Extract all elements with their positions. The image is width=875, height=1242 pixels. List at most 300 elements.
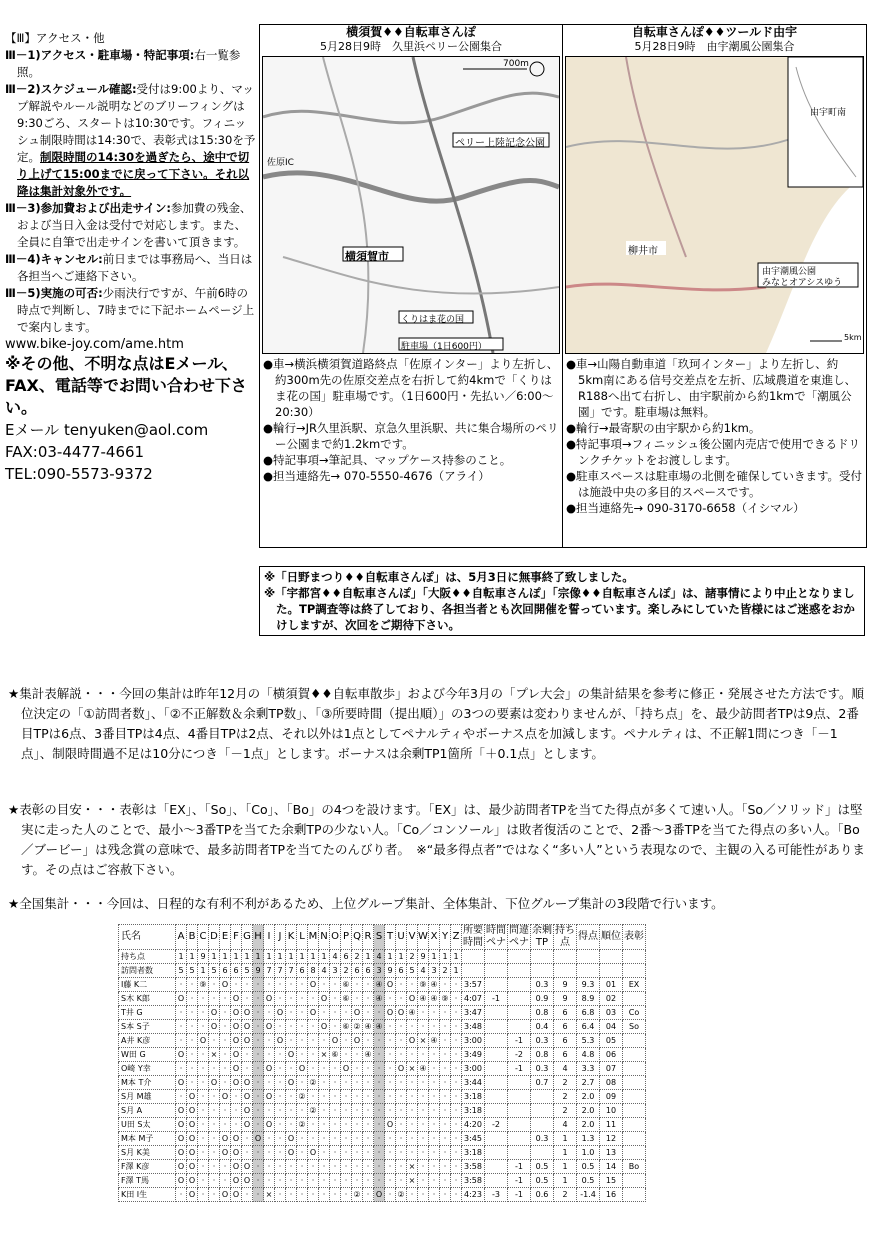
table-cell bbox=[485, 950, 508, 964]
table-cell: · bbox=[319, 1132, 330, 1146]
table-cell: · bbox=[275, 992, 286, 1006]
tp-header: Y bbox=[440, 925, 451, 950]
table-cell: · bbox=[275, 1146, 286, 1160]
table-cell: 1 bbox=[253, 950, 264, 964]
info-item: ●担当連絡先→ 090-3170-6658（イシマル） bbox=[566, 501, 805, 515]
table-cell: · bbox=[297, 1174, 308, 1188]
yokosuka-map[interactable] bbox=[262, 56, 560, 354]
access-item bbox=[5, 81, 257, 200]
table-cell: · bbox=[396, 1118, 407, 1132]
table-cell: 3:58 bbox=[462, 1174, 485, 1188]
table-cell: × bbox=[407, 1174, 418, 1188]
table-cell: · bbox=[253, 978, 264, 992]
table-cell: O bbox=[385, 1006, 396, 1020]
table-cell: · bbox=[341, 1076, 352, 1090]
table-cell: 4 bbox=[554, 1062, 577, 1076]
yokosuka-panel bbox=[259, 24, 563, 548]
table-cell: · bbox=[451, 1034, 462, 1048]
table-cell: · bbox=[440, 1076, 451, 1090]
table-cell: · bbox=[275, 1020, 286, 1034]
table-cell: · bbox=[363, 978, 374, 992]
table-cell: 1 bbox=[209, 950, 220, 964]
table-cell: · bbox=[363, 1090, 374, 1104]
table-cell: · bbox=[363, 1188, 374, 1202]
table-cell: O bbox=[352, 1006, 363, 1020]
table-cell: · bbox=[363, 1174, 374, 1188]
visits-label: 訪問者数 bbox=[119, 964, 176, 978]
table-cell: ④ bbox=[429, 978, 440, 992]
table-cell: · bbox=[330, 978, 341, 992]
table-cell: 3:49 bbox=[462, 1048, 485, 1062]
tp-header: M bbox=[308, 925, 319, 950]
table-cell: · bbox=[440, 1118, 451, 1132]
table-cell: · bbox=[297, 1160, 308, 1174]
table-cell: · bbox=[330, 1132, 341, 1146]
table-cell: O bbox=[308, 1006, 319, 1020]
table-cell: 5.3 bbox=[577, 1034, 600, 1048]
para-text: ★表彰の目安・・・表彰は「EX」、「So」、「Co」、「Bo」の4つを設けます。「EX」は、最少訪問者TPを当てた得点が多くて速い人。「So／ソリッド」は堅実に走った人のことで、最小～3番TPを当てた余剰TPの少ない人。「Co／コンソール」は敗者復活のことで、2番～3番TPを当てた得点の多い人。「Bo／ブービー」は残念賞の意味で、最多訪問者TPを当てたのんびり者。 ※“最多得点者”ではなく“多い人”という表現なので、主観の入る可能性があります。その点はご容赦下さい。 bbox=[8, 802, 865, 877]
table-cell: · bbox=[440, 1062, 451, 1076]
table-cell: · bbox=[176, 1090, 187, 1104]
table-cell: O bbox=[352, 1034, 363, 1048]
table-cell: 16 bbox=[600, 1188, 623, 1202]
table-cell: · bbox=[363, 1034, 374, 1048]
table-cell bbox=[623, 1090, 646, 1104]
table-cell: · bbox=[198, 1188, 209, 1202]
table-cell: · bbox=[396, 1146, 407, 1160]
table-cell: O bbox=[231, 1188, 242, 1202]
map-label-town: 由宇町南 bbox=[810, 108, 847, 118]
table-cell: 0.3 bbox=[531, 1132, 554, 1146]
table-cell: 1 bbox=[308, 950, 319, 964]
table-cell: -1 bbox=[485, 992, 508, 1006]
table-cell bbox=[623, 992, 646, 1006]
access-section bbox=[5, 30, 257, 485]
table-cell: · bbox=[352, 1062, 363, 1076]
table-cell: ② bbox=[308, 1076, 319, 1090]
table-cell: O bbox=[319, 992, 330, 1006]
table-cell: 2 bbox=[554, 1104, 577, 1118]
table-cell bbox=[531, 1090, 554, 1104]
table-cell: · bbox=[330, 1104, 341, 1118]
table-cell: 2.7 bbox=[577, 1076, 600, 1090]
table-cell: · bbox=[209, 1034, 220, 1048]
table-cell: O bbox=[231, 1160, 242, 1174]
table-cell: O bbox=[187, 1160, 198, 1174]
table-cell: · bbox=[429, 1090, 440, 1104]
table-row bbox=[119, 1090, 646, 1104]
table-cell: · bbox=[187, 1006, 198, 1020]
table-cell: ④ bbox=[418, 992, 429, 1006]
score-table bbox=[118, 924, 646, 1202]
table-cell: · bbox=[242, 1132, 253, 1146]
table-cell bbox=[508, 964, 531, 978]
table-cell: 2.0 bbox=[577, 1104, 600, 1118]
table-cell: · bbox=[440, 1090, 451, 1104]
table-cell: 14 bbox=[600, 1160, 623, 1174]
table-cell bbox=[623, 1118, 646, 1132]
table-cell: · bbox=[363, 1160, 374, 1174]
tp-header: S bbox=[374, 925, 385, 950]
table-cell: · bbox=[209, 1188, 220, 1202]
table-cell: · bbox=[286, 1020, 297, 1034]
table-cell: · bbox=[286, 1006, 297, 1020]
table-cell: 6 bbox=[363, 964, 374, 978]
table-cell: 2.0 bbox=[577, 1090, 600, 1104]
table-cell: · bbox=[440, 1048, 451, 1062]
table-cell: · bbox=[319, 978, 330, 992]
award-criteria bbox=[8, 800, 866, 880]
yuu-map[interactable] bbox=[565, 56, 864, 354]
table-cell: · bbox=[341, 1034, 352, 1048]
table-cell: O bbox=[286, 1132, 297, 1146]
access-item-text: 参加費の残金、および当日入金は受付で対応します。また、全員に自筆で出走サインを書いて頂きます。 bbox=[17, 201, 252, 249]
table-cell: · bbox=[429, 1118, 440, 1132]
table-cell: O bbox=[231, 1146, 242, 1160]
map-label-ic: 佐原IC bbox=[267, 158, 294, 168]
table-cell: 1 bbox=[363, 950, 374, 964]
table-cell: 4 bbox=[418, 964, 429, 978]
table-cell: · bbox=[396, 1034, 407, 1048]
table-cell: O bbox=[264, 1062, 275, 1076]
table-cell: 1 bbox=[554, 1160, 577, 1174]
table-cell: · bbox=[209, 992, 220, 1006]
yuu-panel bbox=[562, 24, 867, 548]
table-cell: 5 bbox=[176, 964, 187, 978]
table-cell: 4:23 bbox=[462, 1188, 485, 1202]
participant-name: O崎 Y幸 bbox=[119, 1062, 176, 1076]
table-cell: · bbox=[396, 1160, 407, 1174]
table-cell: · bbox=[187, 1062, 198, 1076]
table-cell: 1 bbox=[275, 950, 286, 964]
table-cell: 3:45 bbox=[462, 1132, 485, 1146]
table-cell: ④ bbox=[429, 992, 440, 1006]
table-cell: 01 bbox=[600, 978, 623, 992]
table-cell: · bbox=[198, 1132, 209, 1146]
table-cell: 2 bbox=[554, 1090, 577, 1104]
participant-name: S月 K美 bbox=[119, 1146, 176, 1160]
table-cell: O bbox=[242, 1034, 253, 1048]
deadline-warning: 制限時間の14:30を過ぎたら、途中で切り上げて15:00までに戻って下さい。それ以降は集計対象外です。 bbox=[17, 150, 250, 198]
table-cell: · bbox=[231, 1118, 242, 1132]
table-cell: 0.3 bbox=[531, 1062, 554, 1076]
table-cell: · bbox=[363, 1132, 374, 1146]
table-cell: · bbox=[286, 978, 297, 992]
table-cell: 3 bbox=[429, 964, 440, 978]
table-cell: 8.9 bbox=[577, 992, 600, 1006]
table-cell: 9 bbox=[385, 964, 396, 978]
map-graphic bbox=[566, 57, 863, 353]
table-cell: · bbox=[297, 1034, 308, 1048]
participant-name: M本 T介 bbox=[119, 1076, 176, 1090]
table-cell bbox=[485, 1104, 508, 1118]
table-cell: · bbox=[264, 1034, 275, 1048]
table-cell: 10 bbox=[600, 1104, 623, 1118]
table-cell: · bbox=[385, 1146, 396, 1160]
table-cell: 6 bbox=[554, 1006, 577, 1020]
table-cell: -1 bbox=[508, 1062, 531, 1076]
table-cell: 6 bbox=[220, 964, 231, 978]
table-cell: ⑨ bbox=[440, 992, 451, 1006]
table-cell: O bbox=[242, 1174, 253, 1188]
table-cell: O bbox=[231, 992, 242, 1006]
table-cell: O bbox=[231, 1132, 242, 1146]
table-cell: O bbox=[275, 1034, 286, 1048]
website-link[interactable]: www.bike-joy.com/ame.htm bbox=[5, 337, 184, 352]
table-cell: · bbox=[429, 1006, 440, 1020]
table-cell bbox=[508, 1118, 531, 1132]
table-cell: · bbox=[187, 1048, 198, 1062]
contact-note: ※その他、不明な点はEメール、FAX、電話等でお問い合わせ下さい。 bbox=[5, 354, 247, 417]
table-cell: 06 bbox=[600, 1048, 623, 1062]
table-cell: · bbox=[209, 1062, 220, 1076]
table-cell: 7 bbox=[286, 964, 297, 978]
participant-name: M本 M子 bbox=[119, 1132, 176, 1146]
col-header: 持ち点 bbox=[555, 925, 575, 948]
table-cell: -1 bbox=[508, 1174, 531, 1188]
table-cell: · bbox=[330, 1174, 341, 1188]
table-cell: · bbox=[253, 1174, 264, 1188]
table-cell: ② bbox=[297, 1090, 308, 1104]
table-cell bbox=[508, 1020, 531, 1034]
table-cell: · bbox=[451, 1104, 462, 1118]
table-cell: 1 bbox=[396, 950, 407, 964]
table-cell: ⑨ bbox=[418, 978, 429, 992]
table-cell: · bbox=[440, 1146, 451, 1160]
table-cell: · bbox=[429, 1174, 440, 1188]
table-cell: 5 bbox=[209, 964, 220, 978]
table-cell: · bbox=[440, 1104, 451, 1118]
table-cell bbox=[508, 950, 531, 964]
table-cell: · bbox=[374, 1174, 385, 1188]
panel-title: 自転車さんぽ♦♦ツールド由宇 bbox=[631, 25, 798, 39]
table-cell: 07 bbox=[600, 1062, 623, 1076]
table-cell bbox=[623, 950, 646, 964]
table-cell: · bbox=[330, 1146, 341, 1160]
table-cell: · bbox=[385, 1132, 396, 1146]
table-cell: · bbox=[187, 1076, 198, 1090]
table-cell: 2.0 bbox=[577, 1118, 600, 1132]
table-cell: 1 bbox=[319, 950, 330, 964]
table-cell: · bbox=[264, 1048, 275, 1062]
table-cell: O bbox=[176, 1160, 187, 1174]
table-cell bbox=[531, 1118, 554, 1132]
table-cell: · bbox=[264, 1160, 275, 1174]
table-cell: 1 bbox=[554, 1174, 577, 1188]
tp-header: U bbox=[396, 925, 407, 950]
table-cell: O bbox=[407, 992, 418, 1006]
table-cell: · bbox=[440, 1034, 451, 1048]
table-cell: O bbox=[187, 1146, 198, 1160]
table-cell: · bbox=[451, 1020, 462, 1034]
table-cell: O bbox=[220, 1146, 231, 1160]
table-cell: · bbox=[220, 1062, 231, 1076]
table-cell bbox=[485, 1132, 508, 1146]
summary-explanation bbox=[8, 684, 866, 764]
tp-header: W bbox=[418, 925, 429, 950]
table-cell: O bbox=[187, 1104, 198, 1118]
table-cell: 1 bbox=[554, 1146, 577, 1160]
table-cell bbox=[485, 1174, 508, 1188]
table-cell: 1 bbox=[451, 950, 462, 964]
table-cell: · bbox=[352, 1118, 363, 1132]
table-cell: · bbox=[198, 1048, 209, 1062]
table-cell: · bbox=[220, 992, 231, 1006]
map-graphic bbox=[263, 57, 559, 353]
table-cell: ⑨ bbox=[198, 978, 209, 992]
table-cell: · bbox=[319, 1188, 330, 1202]
table-cell: · bbox=[385, 1104, 396, 1118]
table-cell: 3:47 bbox=[462, 1006, 485, 1020]
table-cell: · bbox=[297, 1076, 308, 1090]
table-cell: · bbox=[198, 1076, 209, 1090]
table-cell: ④ bbox=[363, 1020, 374, 1034]
table-cell: · bbox=[286, 1174, 297, 1188]
table-cell: O bbox=[231, 1174, 242, 1188]
table-cell: · bbox=[308, 1020, 319, 1034]
table-cell: ④ bbox=[374, 1020, 385, 1034]
table-cell: · bbox=[385, 1062, 396, 1076]
table-cell: ⑥ bbox=[341, 1020, 352, 1034]
col-header: 所要時間 bbox=[463, 925, 483, 948]
info-item: ●車→横浜横須賀道路終点「佐原インター」より左折し、約300m先の佐原交差点を右折して約4kmで「くりはま花の国」駐車場です。（1日600円・先払い／6:00～20:30） bbox=[263, 357, 559, 419]
table-cell: · bbox=[374, 1034, 385, 1048]
tp-header: P bbox=[341, 925, 352, 950]
table-cell: · bbox=[363, 1006, 374, 1020]
table-cell: 6 bbox=[554, 1020, 577, 1034]
table-cell: O bbox=[187, 1174, 198, 1188]
col-header: 得点 bbox=[577, 925, 600, 950]
table-cell bbox=[623, 1174, 646, 1188]
table-cell: · bbox=[319, 1118, 330, 1132]
table-cell: · bbox=[297, 1104, 308, 1118]
table-cell: · bbox=[220, 1104, 231, 1118]
table-cell: 3:18 bbox=[462, 1146, 485, 1160]
table-cell: · bbox=[275, 1160, 286, 1174]
table-cell: O bbox=[407, 1034, 418, 1048]
table-cell: ② bbox=[352, 1188, 363, 1202]
table-cell: O bbox=[308, 978, 319, 992]
table-cell: · bbox=[209, 1118, 220, 1132]
table-cell: 3:57 bbox=[462, 978, 485, 992]
table-cell: · bbox=[297, 1020, 308, 1034]
table-cell: O bbox=[176, 992, 187, 1006]
table-cell: 13 bbox=[600, 1146, 623, 1160]
table-cell: 4 bbox=[374, 950, 385, 964]
table-cell bbox=[600, 964, 623, 978]
table-cell: O bbox=[176, 1174, 187, 1188]
table-cell: 1 bbox=[231, 950, 242, 964]
table-cell: · bbox=[429, 1132, 440, 1146]
table-cell: · bbox=[220, 1006, 231, 1020]
table-cell: · bbox=[385, 1048, 396, 1062]
table-cell: · bbox=[209, 978, 220, 992]
panel-subtitle: 5月28日9時 久里浜ペリー公園集合 bbox=[320, 40, 502, 53]
table-cell: ④ bbox=[407, 1006, 418, 1020]
table-cell: · bbox=[187, 978, 198, 992]
table-cell: · bbox=[451, 1076, 462, 1090]
table-cell: ⑥ bbox=[330, 1048, 341, 1062]
table-cell: · bbox=[451, 1146, 462, 1160]
table-cell: O bbox=[231, 1076, 242, 1090]
table-cell: 2 bbox=[440, 964, 451, 978]
table-cell: ② bbox=[352, 1020, 363, 1034]
table-cell: 1 bbox=[440, 950, 451, 964]
email-line[interactable]: Eメール tenyuken@aol.com bbox=[5, 421, 209, 439]
table-cell: · bbox=[242, 1062, 253, 1076]
table-cell: 1 bbox=[554, 1132, 577, 1146]
table-cell: · bbox=[418, 1090, 429, 1104]
table-cell: O bbox=[231, 1006, 242, 1020]
name-header: 氏名 bbox=[119, 925, 176, 950]
participant-name: S木 K郎 bbox=[119, 992, 176, 1006]
table-cell: · bbox=[440, 1132, 451, 1146]
table-row bbox=[119, 1020, 646, 1034]
map-label-flower: くりはま花の国 bbox=[401, 315, 465, 325]
table-cell: O bbox=[176, 1118, 187, 1132]
table-cell: O bbox=[374, 1188, 385, 1202]
table-cell: · bbox=[341, 1188, 352, 1202]
access-item-text: 前日までは事務局へ、当日は各担当へご連絡下さい。 bbox=[17, 252, 253, 283]
table-cell: · bbox=[418, 1174, 429, 1188]
table-cell: ② bbox=[297, 1118, 308, 1132]
table-cell: 3:00 bbox=[462, 1062, 485, 1076]
participant-name: F澤 T馬 bbox=[119, 1174, 176, 1188]
table-cell: · bbox=[418, 1048, 429, 1062]
table-cell: · bbox=[253, 1146, 264, 1160]
table-cell: · bbox=[396, 1076, 407, 1090]
table-cell bbox=[577, 950, 600, 964]
table-cell: 0.5 bbox=[531, 1160, 554, 1174]
table-cell bbox=[485, 1146, 508, 1160]
table-cell: 3:44 bbox=[462, 1076, 485, 1090]
table-cell: · bbox=[242, 992, 253, 1006]
table-cell: · bbox=[385, 1020, 396, 1034]
access-item bbox=[5, 285, 257, 336]
participant-name: S月 M雄 bbox=[119, 1090, 176, 1104]
table-cell: · bbox=[275, 1062, 286, 1076]
table-cell: · bbox=[440, 1174, 451, 1188]
table-cell: O bbox=[242, 1020, 253, 1034]
national-summary bbox=[8, 894, 866, 914]
table-cell: · bbox=[396, 1020, 407, 1034]
table-cell: Co bbox=[623, 1006, 646, 1020]
table-cell: 3:58 bbox=[462, 1160, 485, 1174]
table-cell: · bbox=[374, 1006, 385, 1020]
table-row bbox=[119, 1034, 646, 1048]
table-row bbox=[119, 1160, 646, 1174]
table-cell: · bbox=[286, 1034, 297, 1048]
tp-header: R bbox=[363, 925, 374, 950]
table-cell: · bbox=[198, 1020, 209, 1034]
table-cell: · bbox=[209, 1160, 220, 1174]
table-cell bbox=[623, 1034, 646, 1048]
table-cell: · bbox=[429, 1048, 440, 1062]
table-cell: 0.5 bbox=[577, 1160, 600, 1174]
table-cell: O bbox=[220, 1090, 231, 1104]
table-cell: · bbox=[231, 1104, 242, 1118]
table-cell: · bbox=[374, 1118, 385, 1132]
table-cell: · bbox=[297, 1132, 308, 1146]
table-row bbox=[119, 1006, 646, 1020]
table-cell: 2 bbox=[407, 950, 418, 964]
table-cell bbox=[508, 1132, 531, 1146]
tp-header: K bbox=[286, 925, 297, 950]
table-cell: · bbox=[451, 1132, 462, 1146]
table-row bbox=[119, 1076, 646, 1090]
table-cell: · bbox=[308, 1174, 319, 1188]
table-cell: · bbox=[286, 1160, 297, 1174]
